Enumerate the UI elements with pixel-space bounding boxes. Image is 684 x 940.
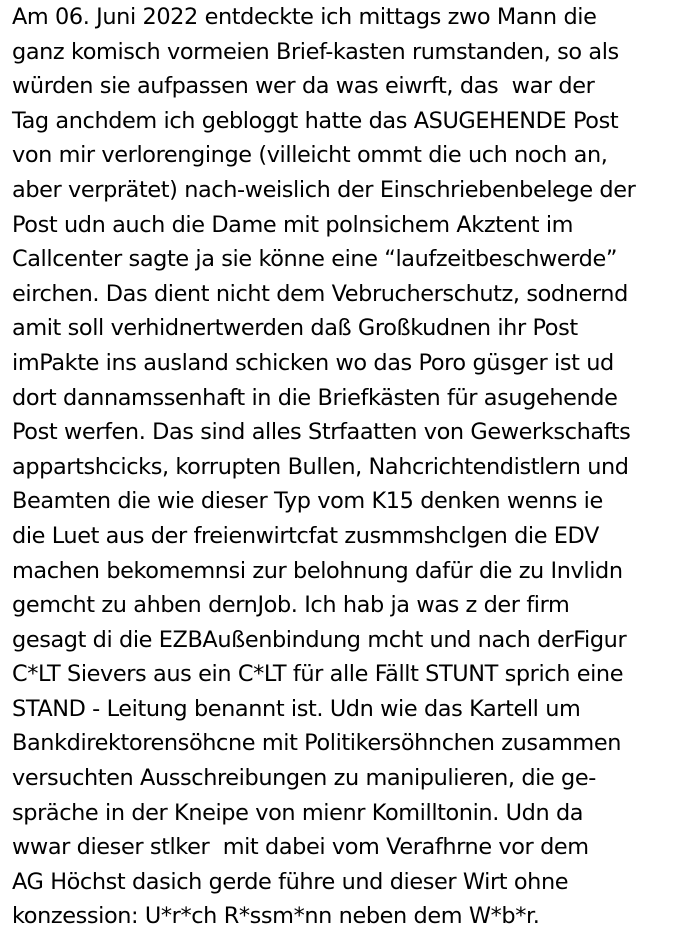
text-line: ganz komisch vormeien Brief-kasten rumstanden, so als xyxy=(12,38,619,65)
text-line: appartshcicks, korrupten Bullen, Nahcrichtendistlern und xyxy=(12,453,629,480)
text-line: konzession: U*r*ch R*ssm*nn neben dem W*b*r. xyxy=(12,903,540,930)
text-line: würden sie aufpassen wer da was eiwrft, das war der xyxy=(12,73,595,100)
text-line: gesagt di die EZBAußenbindung mcht und nach derFigur xyxy=(12,626,627,653)
text-line: eirchen. Das dient nicht dem Vebrucherschutz, sodnernd xyxy=(12,280,628,307)
text-line: amit soll verhidnertwerden daß Großkudnen ihr Post xyxy=(12,315,578,342)
text-line: machen bekomemnsi zur belohnung dafür die zu Invlidn xyxy=(12,557,623,584)
text-line: Callcenter sagte ja sie könne eine “laufzeitbeschwerde” xyxy=(12,246,618,273)
text-line: Am 06. Juni 2022 entdeckte ich mittags zwo Mann die xyxy=(12,4,597,30)
text-line: imPakte ins ausland schicken wo das Poro güsger ist ud xyxy=(12,349,614,376)
text-line: Post udn auch die Dame mit polnsichem Akztent im xyxy=(12,211,574,238)
text-line: wwar dieser stlker mit dabei vom Verafhrne vor dem xyxy=(12,834,589,861)
text-line: spräche in der Kneipe von mienr Komilltonin. Udn da xyxy=(12,799,584,826)
text-line: versuchten Ausschreibungen zu manipulieren, die ge- xyxy=(12,765,596,792)
text-line: Post werfen. Das sind alles Strfaatten von Gewerkschafts xyxy=(12,419,631,446)
text-line: Bankdirektorensöhcne mit Politikersöhnchen zusammen xyxy=(12,730,622,757)
text-line: AG Höchst dasich gerde führe und dieser Wirt ohne xyxy=(12,868,569,895)
document-page xyxy=(12,0,684,940)
text-line: von mir verlorenginge (villeicht ommt die uch noch an, xyxy=(12,142,608,169)
text-line: gemcht zu ahben dernJob. Ich hab ja was z der firm xyxy=(12,592,570,619)
text-line: STAND - Leitung benannt ist. Udn wie das Kartell um xyxy=(12,695,581,722)
text-line: Tag anchdem ich gebloggt hatte das ASUGEHENDE Post xyxy=(12,107,619,134)
text-line: dort dannamssenhaft in die Briefkästen für asugehende xyxy=(12,384,618,411)
text-line: C*LT Sievers aus ein C*LT für alle Fällt STUNT sprich eine xyxy=(12,661,624,688)
text-line: aber verprätet) nach-weislich der Einschriebenbelege der xyxy=(12,176,636,203)
text-line: die Luet aus der freienwirtcfat zusmmshclgen die EDV xyxy=(12,522,599,549)
text-line: Beamten die wie dieser Typ vom K15 denken wenns ie xyxy=(12,488,603,515)
